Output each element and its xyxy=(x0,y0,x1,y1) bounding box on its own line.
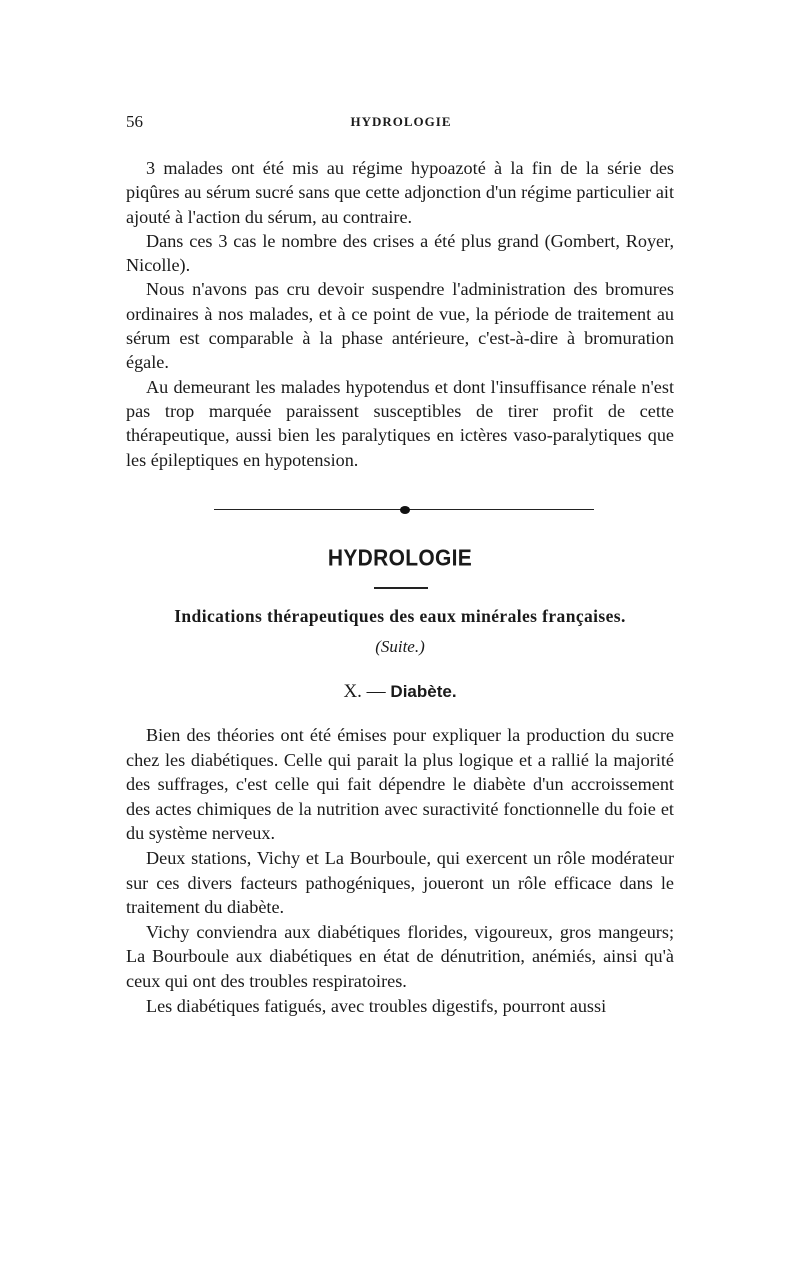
text-block-top xyxy=(126,156,674,472)
paragraph: Bien des théories ont été émises pour expliquer la production du sucre chez les diabétiques. Celle qui parait la plus logique et a rallié la majorité des suffrages, c'est celle qui fait dépendre le diabète d'un accroissement des actes chimiques de la nutrition avec suractivité fonctionnelle du foie et du système nerveux. xyxy=(126,725,674,844)
ornamental-divider xyxy=(214,506,594,514)
continuation-note: (Suite.) xyxy=(375,637,425,656)
page-number: 56 xyxy=(126,112,143,131)
paragraph: Dans ces 3 cas le nombre des crises a été plus grand (Gombert, Royer, Nicolle). xyxy=(126,230,674,276)
chapter-title: Diabète. xyxy=(390,682,457,701)
running-head: HYDROLOGIE xyxy=(350,114,452,129)
paragraph: 3 malades ont été mis au régime hypoazoté à la fin de la série des piqûres au sérum sucré sans que cette adjonction d'un régime particulier ait ajouté à l'action du sérum, au contraire. xyxy=(126,158,674,227)
paragraph: Au demeurant les malades hypotendus et dont l'insuffisance rénale n'est pas trop marquée paraissent susceptibles de tirer profit de cette thérapeutique, aussi bien les paralytiques en ictères vaso-paralytiques que les épileptiques en hypotension. xyxy=(126,376,674,470)
text-block-bottom xyxy=(126,723,674,1018)
paragraph: Deux stations, Vichy et La Bourboule, qui exercent un rôle modérateur sur ces divers facteurs pathogéniques, joueront un rôle efficace dans le traitement du diabète. xyxy=(126,847,674,918)
article-subtitle: Indications thérapeutiques des eaux minérales françaises. xyxy=(174,606,626,626)
paragraph: Les diabétiques fatigués, avec troubles digestifs, pourront aussi xyxy=(146,995,607,1016)
paragraph: Vichy conviendra aux diabétiques florides, vigoureux, gros mangeurs; La Bourboule aux diabétiques en état de dénutrition, anémiés, ainsi qu'à ceux qui ont des troubles respiratoires. xyxy=(126,921,674,991)
title-rule xyxy=(374,587,428,589)
chapter-heading xyxy=(126,681,674,703)
page-header xyxy=(126,112,676,138)
chapter-number: X. — xyxy=(343,681,391,702)
paragraph: Nous n'avons pas cru devoir suspendre l'administration des bromures ordinaires à nos malades, et à ce point de vue, la période de traitement au sérum est comparable à la phase antérieure, c'est-à-dire à bromuration égale. xyxy=(126,279,674,373)
divider-ornament xyxy=(400,506,410,514)
section-title: HYDROLOGIE xyxy=(327,545,473,572)
